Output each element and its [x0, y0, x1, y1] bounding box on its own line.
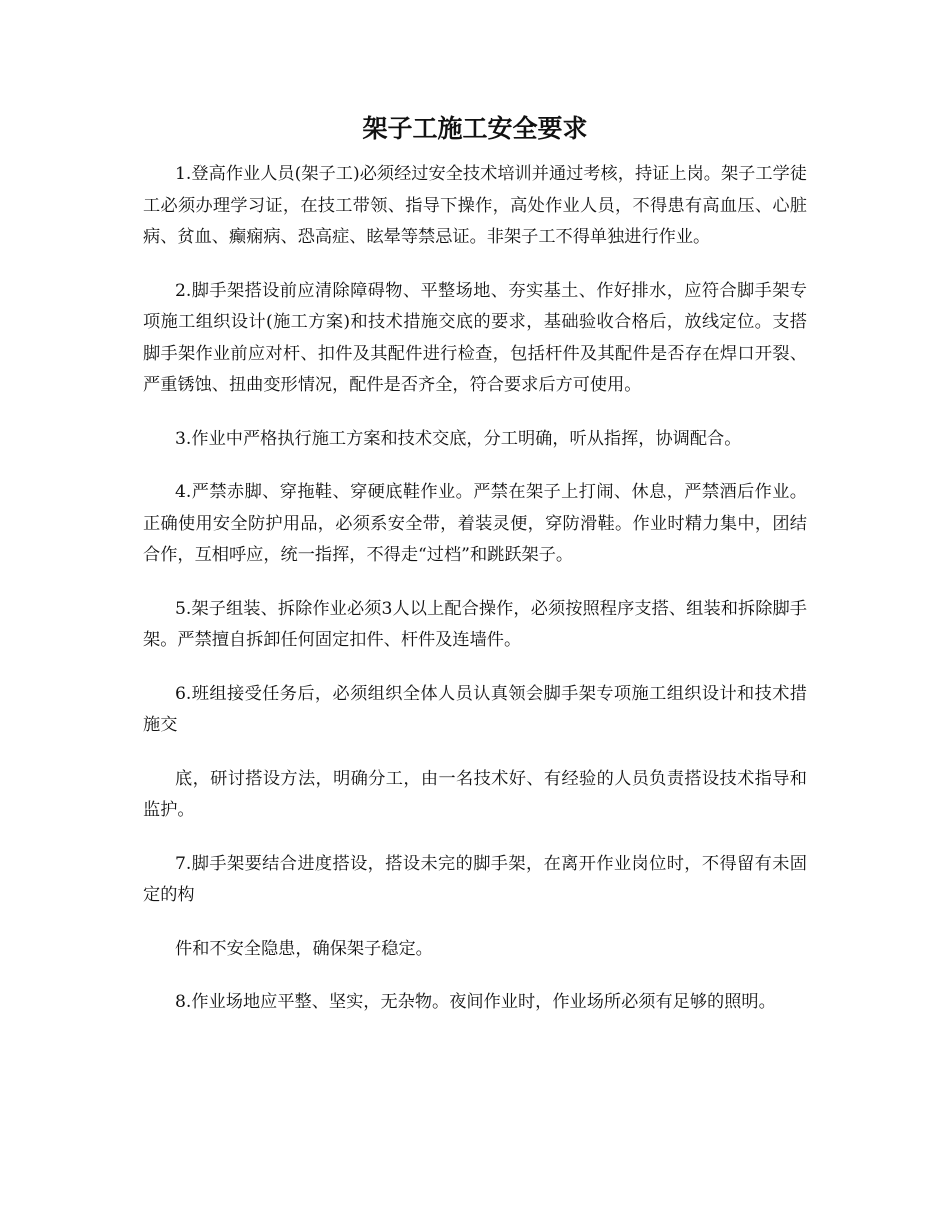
paragraph-7: 7.脚手架要结合进度搭设，搭设未完的脚手架，在离开作业岗位时，不得留有未固定的构 — [143, 853, 807, 905]
paragraph-5: 5.架子组装、拆除作业必须3人以上配合操作，必须按照程序支搭、组装和拆除脚手架。严禁擅自拆卸任何固定扣件、杆件及连墙件。 — [143, 598, 807, 650]
document-title: 架子工施工安全要求 — [362, 114, 588, 143]
paragraph-8: 8.作业场地应平整、坚实，无杂物。夜间作业时，作业场所必须有足够的照明。 — [175, 992, 776, 1012]
paragraph-1: 1.登高作业人员(架子工)必须经过安全技术培训并通过考核，持证上岗。架子工学徒工必须办理学习证，在技工带领、指导下操作，高处作业人员，不得患有高血压、心脏病、贫血、癫痫病、恐高症、眩晕等禁忌证。非架子工不得单独进行作业。 — [143, 164, 807, 247]
paragraph-3: 3.作业中严格执行施工方案和技术交底，分工明确，听从指挥，协调配合。 — [175, 428, 742, 449]
paragraph-6-continued: 底，研讨搭设方法，明确分工，由一名技术好、有经验的人员负责搭设技术指导和监护。 — [143, 768, 807, 820]
document-body — [143, 159, 807, 1041]
paragraph-2: 2.脚手架搭设前应清除障碍物、平整场地、夯实基土、作好排水，应符合脚手架专项施工组织设计(施工方案)和技术措施交底的要求，基础验收合格后，放线定位。支搭脚手架作业前应对杆、扣件及其配件进行检查，包括杆件及其配件是否存在焊口开裂、严重锈蚀、扭曲变形情况，配件是否齐全，符合要求后方可使用。 — [143, 280, 807, 395]
paragraph-4: 4.严禁赤脚、穿拖鞋、穿硬底鞋作业。严禁在架子上打闹、休息，严禁酒后作业。正确使用安全防护用品，必须系安全带，着装灵便，穿防滑鞋。作业时精力集中，团结合作，互相呼应，统一指挥，不得走“过档”和跳跃架子。 — [143, 482, 807, 565]
paragraph-7-continued: 件和不安全隐患，确保架子稳定。 — [175, 938, 433, 959]
paragraph-6: 6.班组接受任务后，必须组织全体人员认真领会脚手架专项施工组织设计和技术措施交 — [143, 683, 807, 735]
